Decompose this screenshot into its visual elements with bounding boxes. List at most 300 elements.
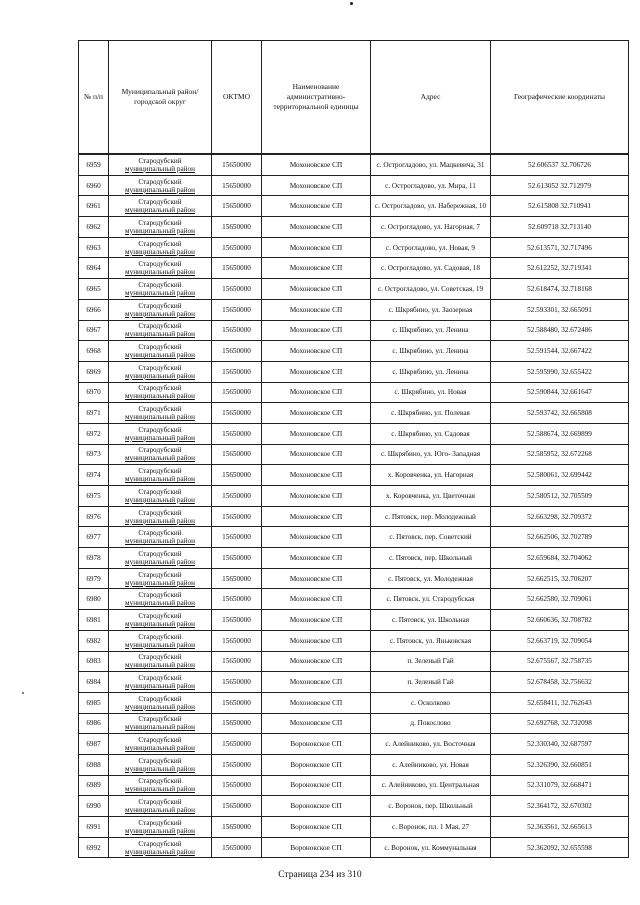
row-coords: 52.595990, 32.655422 <box>491 361 629 382</box>
municipality-line-1: Стародубский <box>138 653 182 662</box>
row-num: 6989 <box>79 775 109 796</box>
row-municipality <box>109 154 212 175</box>
row-coords: 52.675567, 32.758735 <box>491 651 629 672</box>
row-oktmo: 15650000 <box>212 258 262 279</box>
municipality-line-2: муниципальный район <box>125 537 195 546</box>
header-address: Адрес <box>371 41 491 155</box>
row-unit: Мохоновское СП <box>262 423 371 444</box>
row-oktmo: 15650000 <box>212 175 262 196</box>
municipality-line-1: Стародубский <box>138 736 182 745</box>
table-row <box>79 796 629 817</box>
row-coords: 52.662580, 32.709061 <box>491 589 629 610</box>
row-oktmo: 15650000 <box>212 837 262 858</box>
row-oktmo: 15650000 <box>212 775 262 796</box>
row-address: с. Острогладово, ул. Нагорная, 7 <box>371 217 491 238</box>
table-row <box>79 486 629 507</box>
row-num: 6960 <box>79 175 109 196</box>
table-row <box>79 589 629 610</box>
municipality-line-1: Стародубский <box>138 198 182 207</box>
row-municipality <box>109 775 212 796</box>
row-address: с. Пятовск, пер. Молодежный <box>371 506 491 527</box>
row-oktmo: 15650000 <box>212 817 262 838</box>
row-municipality <box>109 196 212 217</box>
municipality-line-2: муниципальный район <box>125 847 195 856</box>
row-municipality <box>109 341 212 362</box>
row-num: 6968 <box>79 341 109 362</box>
row-municipality <box>109 796 212 817</box>
row-unit: Мохоновское СП <box>262 320 371 341</box>
table-row <box>79 630 629 651</box>
table-row <box>79 506 629 527</box>
table-row <box>79 361 629 382</box>
row-coords: 52.662515, 32.706207 <box>491 568 629 589</box>
table-row <box>79 754 629 775</box>
row-municipality <box>109 423 212 444</box>
row-oktmo: 15650000 <box>212 341 262 362</box>
row-unit: Мохоновское СП <box>262 237 371 258</box>
row-coords: 52.590844, 32.661647 <box>491 382 629 403</box>
row-num: 6981 <box>79 610 109 631</box>
table-row <box>79 320 629 341</box>
scan-speck <box>22 692 24 694</box>
row-coords: 52.613052 32.712979 <box>491 175 629 196</box>
row-coords: 52.663719, 32.709054 <box>491 630 629 651</box>
table-row <box>79 299 629 320</box>
row-address: с. Пятовск, пер. Советский <box>371 527 491 548</box>
row-unit: Воронокское СП <box>262 754 371 775</box>
row-num: 6974 <box>79 465 109 486</box>
row-coords: 52.662506, 32.702789 <box>491 527 629 548</box>
row-municipality <box>109 527 212 548</box>
row-num: 6971 <box>79 403 109 424</box>
row-coords: 52.326390, 32.660851 <box>491 754 629 775</box>
municipality-line-1: Стародубский <box>138 839 182 848</box>
row-coords: 52.692768, 32.732098 <box>491 713 629 734</box>
row-address: с. Воронок, пер. Школьный <box>371 796 491 817</box>
row-municipality <box>109 734 212 755</box>
row-address: с. Острогладово, ул. Набережная, 10 <box>371 196 491 217</box>
municipality-line-2: муниципальный район <box>125 785 195 794</box>
municipality-line-2: муниципальный район <box>125 723 195 732</box>
municipality-line-1: Стародубский <box>138 156 182 165</box>
row-address: с. Шкрябино, ул. Новая <box>371 382 491 403</box>
row-address: с. Шкрябино, ул. Заозерная <box>371 299 491 320</box>
row-num: 6977 <box>79 527 109 548</box>
row-municipality <box>109 568 212 589</box>
row-coords: 52.606537 32.706726 <box>491 154 629 175</box>
row-municipality <box>109 506 212 527</box>
row-coords: 52.580061, 32.699442 <box>491 465 629 486</box>
row-municipality <box>109 237 212 258</box>
row-address: с. Пятовск, ул. Стародубская <box>371 589 491 610</box>
row-num: 6963 <box>79 237 109 258</box>
row-oktmo: 15650000 <box>212 589 262 610</box>
row-coords: 52.613571, 32.717496 <box>491 237 629 258</box>
municipality-line-2: муниципальный район <box>125 475 195 484</box>
municipality-line-2: муниципальный район <box>125 454 195 463</box>
municipality-line-1: Стародубский <box>138 405 182 414</box>
municipality-line-1: Стародубский <box>138 218 182 227</box>
row-num: 6987 <box>79 734 109 755</box>
row-unit: Мохоновское СП <box>262 258 371 279</box>
row-unit: Мохоновское СП <box>262 465 371 486</box>
row-num: 6966 <box>79 299 109 320</box>
row-unit: Мохоновское СП <box>262 403 371 424</box>
row-coords: 52.593742, 32.665808 <box>491 403 629 424</box>
row-num: 6991 <box>79 817 109 838</box>
municipality-line-2: муниципальный район <box>125 495 195 504</box>
row-address: с. Осколково <box>371 692 491 713</box>
row-num: 6965 <box>79 279 109 300</box>
row-unit: Мохоновское СП <box>262 444 371 465</box>
municipality-line-1: Стародубский <box>138 715 182 724</box>
row-coords: 52.612252, 32.719341 <box>491 258 629 279</box>
row-oktmo: 15650000 <box>212 382 262 403</box>
row-unit: Мохоновское СП <box>262 299 371 320</box>
municipality-line-2: муниципальный район <box>125 806 195 815</box>
municipality-line-1: Стародубский <box>138 508 182 517</box>
row-municipality <box>109 382 212 403</box>
row-oktmo: 15650000 <box>212 672 262 693</box>
table-row <box>79 382 629 403</box>
row-unit: Мохоновское СП <box>262 175 371 196</box>
row-num: 6962 <box>79 217 109 238</box>
table-header-row <box>79 41 629 155</box>
row-municipality <box>109 589 212 610</box>
row-coords: 52.615808 32.710941 <box>491 196 629 217</box>
municipality-line-1: Стародубский <box>138 239 182 248</box>
row-oktmo: 15650000 <box>212 196 262 217</box>
row-unit: Мохоновское СП <box>262 527 371 548</box>
municipality-line-2: муниципальный район <box>125 744 195 753</box>
municipality-line-2: муниципальный район <box>125 164 195 173</box>
row-address: с. Шкрябино, ул. Ленина <box>371 361 491 382</box>
scan-dot <box>350 2 353 5</box>
row-address: с. Воронок, ул. Коммунальная <box>371 837 491 858</box>
municipality-line-1: Стародубский <box>138 260 182 269</box>
row-oktmo: 15650000 <box>212 692 262 713</box>
row-unit: Мохоновское СП <box>262 279 371 300</box>
row-num: 6990 <box>79 796 109 817</box>
row-municipality <box>109 403 212 424</box>
table-row <box>79 196 629 217</box>
row-oktmo: 15650000 <box>212 610 262 631</box>
row-address: д. Покослово <box>371 713 491 734</box>
row-address: с. Пятовск, ул. Молодежная <box>371 568 491 589</box>
municipality-line-1: Стародубский <box>138 549 182 558</box>
municipality-line-1: Стародубский <box>138 674 182 683</box>
row-unit: Мохоновское СП <box>262 341 371 362</box>
municipality-line-2: муниципальный район <box>125 330 195 339</box>
municipality-line-2: муниципальный район <box>125 309 195 318</box>
municipality-line-1: Стародубский <box>138 425 182 434</box>
row-coords: 52.660636, 32.708782 <box>491 610 629 631</box>
row-address: с. Шкрябино, ул. Юго- Западная <box>371 444 491 465</box>
row-unit: Мохоновское СП <box>262 651 371 672</box>
row-municipality <box>109 465 212 486</box>
row-oktmo: 15650000 <box>212 734 262 755</box>
municipality-line-1: Стародубский <box>138 529 182 538</box>
row-num: 6967 <box>79 320 109 341</box>
row-unit: Мохоновское СП <box>262 548 371 569</box>
row-address: с. Шкрябино, ул. Полевая <box>371 403 491 424</box>
row-unit: Мохоновское СП <box>262 672 371 693</box>
row-address: с. Пятовск, ул. Яньковская <box>371 630 491 651</box>
row-municipality <box>109 486 212 507</box>
row-coords: 52.585952, 32.672268 <box>491 444 629 465</box>
row-num: 6985 <box>79 692 109 713</box>
row-coords: 52.658411, 32.762643 <box>491 692 629 713</box>
row-municipality <box>109 754 212 775</box>
municipality-line-1: Стародубский <box>138 343 182 352</box>
row-oktmo: 15650000 <box>212 527 262 548</box>
row-num: 6964 <box>79 258 109 279</box>
table-row <box>79 651 629 672</box>
row-coords: 52.609718 32.713140 <box>491 217 629 238</box>
row-oktmo: 15650000 <box>212 651 262 672</box>
row-unit: Мохоновское СП <box>262 713 371 734</box>
municipality-line-2: муниципальный район <box>125 599 195 608</box>
row-num: 6980 <box>79 589 109 610</box>
row-coords: 52.330340, 32.687597 <box>491 734 629 755</box>
municipality-line-1: Стародубский <box>138 798 182 807</box>
page-footer: Страница 234 из 310 <box>278 870 362 880</box>
row-num: 6992 <box>79 837 109 858</box>
row-municipality <box>109 610 212 631</box>
table-row <box>79 548 629 569</box>
row-oktmo: 15650000 <box>212 486 262 507</box>
row-num: 6973 <box>79 444 109 465</box>
row-address: с. Острогладово, ул. Мира, 11 <box>371 175 491 196</box>
municipality-line-2: муниципальный район <box>125 826 195 835</box>
row-unit: Мохоновское СП <box>262 568 371 589</box>
row-address: с. Острогладово, ул. Советская, 19 <box>371 279 491 300</box>
row-address: с. Алейниково, ул. Новая <box>371 754 491 775</box>
table-row <box>79 279 629 300</box>
municipality-line-2: муниципальный район <box>125 371 195 380</box>
row-unit: Мохоновское СП <box>262 382 371 403</box>
municipality-line-1: Стародубский <box>138 487 182 496</box>
row-coords: 52.588480, 32.672486 <box>491 320 629 341</box>
row-address: с. Алейниково, ул. Центральная <box>371 775 491 796</box>
row-unit: Мохоновское СП <box>262 630 371 651</box>
row-unit: Мохоновское СП <box>262 217 371 238</box>
row-municipality <box>109 817 212 838</box>
row-address: с. Острогладово, ул. Садовая, 18 <box>371 258 491 279</box>
row-num: 6982 <box>79 630 109 651</box>
row-oktmo: 15650000 <box>212 423 262 444</box>
row-municipality <box>109 217 212 238</box>
row-address: п. Зеленый Гай <box>371 651 491 672</box>
row-coords: 52.364172, 32.670302 <box>491 796 629 817</box>
row-municipality <box>109 713 212 734</box>
row-address: х. Коровченка, ул. Цветочная <box>371 486 491 507</box>
municipality-line-2: муниципальный район <box>125 392 195 401</box>
row-oktmo: 15650000 <box>212 444 262 465</box>
row-oktmo: 15650000 <box>212 403 262 424</box>
row-municipality <box>109 279 212 300</box>
row-unit: Воронокское СП <box>262 817 371 838</box>
row-address: с. Острогладово, ул. Мацкевича, 31 <box>371 154 491 175</box>
row-coords: 52.591544, 32.667422 <box>491 341 629 362</box>
row-unit: Мохоновское СП <box>262 154 371 175</box>
row-num: 6970 <box>79 382 109 403</box>
address-register-table <box>78 40 629 858</box>
row-coords: 52.663298, 32.709372 <box>491 506 629 527</box>
row-oktmo: 15650000 <box>212 217 262 238</box>
row-unit: Воронокское СП <box>262 775 371 796</box>
table-row <box>79 258 629 279</box>
row-oktmo: 15650000 <box>212 237 262 258</box>
municipality-line-1: Стародубский <box>138 467 182 476</box>
table-row <box>79 713 629 734</box>
row-unit: Мохоновское СП <box>262 506 371 527</box>
row-num: 6978 <box>79 548 109 569</box>
row-municipality <box>109 630 212 651</box>
row-unit: Мохоновское СП <box>262 589 371 610</box>
row-oktmo: 15650000 <box>212 796 262 817</box>
header-unit: Наименование административно-территориальной единицы <box>262 41 371 155</box>
municipality-line-1: Стародубский <box>138 591 182 600</box>
table-row <box>79 817 629 838</box>
row-unit: Воронокское СП <box>262 734 371 755</box>
row-num: 6988 <box>79 754 109 775</box>
row-oktmo: 15650000 <box>212 154 262 175</box>
municipality-line-2: муниципальный район <box>125 557 195 566</box>
header-coords: Географические координаты <box>491 41 629 155</box>
row-num: 6975 <box>79 486 109 507</box>
row-oktmo: 15650000 <box>212 279 262 300</box>
row-unit: Мохоновское СП <box>262 196 371 217</box>
row-oktmo: 15650000 <box>212 713 262 734</box>
municipality-line-1: Стародубский <box>138 777 182 786</box>
row-oktmo: 15650000 <box>212 320 262 341</box>
row-coords: 52.618474, 32.718168 <box>491 279 629 300</box>
municipality-line-2: муниципальный район <box>125 351 195 360</box>
table-row <box>79 568 629 589</box>
municipality-line-1: Стародубский <box>138 756 182 765</box>
municipality-line-2: муниципальный район <box>125 433 195 442</box>
municipality-line-2: муниципальный район <box>125 516 195 525</box>
municipality-line-1: Стародубский <box>138 570 182 579</box>
row-coords: 52.659684, 32.704062 <box>491 548 629 569</box>
municipality-line-2: муниципальный район <box>125 268 195 277</box>
municipality-line-2: муниципальный район <box>125 288 195 297</box>
row-address: с. Алейниково, ул. Восточная <box>371 734 491 755</box>
municipality-line-1: Стародубский <box>138 694 182 703</box>
row-municipality <box>109 320 212 341</box>
row-municipality <box>109 548 212 569</box>
row-unit: Мохоновское СП <box>262 610 371 631</box>
row-address: с. Шкрябино, ул. Ленина <box>371 341 491 362</box>
municipality-line-2: муниципальный район <box>125 206 195 215</box>
municipality-line-2: муниципальный район <box>125 702 195 711</box>
header-oktmo: ОКТМО <box>212 41 262 155</box>
municipality-line-1: Стародубский <box>138 280 182 289</box>
header-municipality: Муниципальный район/городской округ <box>109 41 212 155</box>
row-coords: 52.678458, 32.756632 <box>491 672 629 693</box>
row-municipality <box>109 175 212 196</box>
table-row <box>79 692 629 713</box>
row-municipality <box>109 692 212 713</box>
municipality-line-1: Стародубский <box>138 322 182 331</box>
table-row <box>79 775 629 796</box>
municipality-line-2: муниципальный район <box>125 247 195 256</box>
municipality-line-1: Стародубский <box>138 177 182 186</box>
row-unit: Мохоновское СП <box>262 486 371 507</box>
municipality-line-1: Стародубский <box>138 301 182 310</box>
row-oktmo: 15650000 <box>212 361 262 382</box>
table-row <box>79 217 629 238</box>
municipality-line-1: Стародубский <box>138 446 182 455</box>
municipality-line-2: муниципальный район <box>125 413 195 422</box>
municipality-line-2: муниципальный район <box>125 578 195 587</box>
municipality-line-1: Стародубский <box>138 611 182 620</box>
municipality-line-2: муниципальный район <box>125 640 195 649</box>
row-coords: 52.588674, 32.669899 <box>491 423 629 444</box>
municipality-line-2: муниципальный район <box>125 185 195 194</box>
table-row <box>79 734 629 755</box>
row-municipality <box>109 444 212 465</box>
row-unit: Мохоновское СП <box>262 692 371 713</box>
row-num: 6983 <box>79 651 109 672</box>
municipality-line-2: муниципальный район <box>125 226 195 235</box>
row-address: с. Шкрябино, ул. Садовая <box>371 423 491 444</box>
row-address: с. Шкрябино, ул. Ленина <box>371 320 491 341</box>
row-municipality <box>109 361 212 382</box>
row-coords: 52.580512, 32.705509 <box>491 486 629 507</box>
municipality-line-1: Стародубский <box>138 632 182 641</box>
row-oktmo: 15650000 <box>212 548 262 569</box>
row-address: х. Коровченка, ул. Нагорная <box>371 465 491 486</box>
row-municipality <box>109 258 212 279</box>
table-row <box>79 403 629 424</box>
municipality-line-2: муниципальный район <box>125 764 195 773</box>
row-num: 6976 <box>79 506 109 527</box>
row-municipality <box>109 672 212 693</box>
row-address: с. Пятовск, пер. Школьный <box>371 548 491 569</box>
row-municipality <box>109 299 212 320</box>
municipality-line-2: муниципальный район <box>125 661 195 670</box>
table-row <box>79 444 629 465</box>
row-num: 6961 <box>79 196 109 217</box>
municipality-line-1: Стародубский <box>138 384 182 393</box>
municipality-line-1: Стародубский <box>138 363 182 372</box>
row-num: 6959 <box>79 154 109 175</box>
table-row <box>79 341 629 362</box>
row-oktmo: 15650000 <box>212 299 262 320</box>
row-coords: 52.362092, 32.655598 <box>491 837 629 858</box>
row-address: п. Зеленый Гай <box>371 672 491 693</box>
row-oktmo: 15650000 <box>212 506 262 527</box>
table-row <box>79 423 629 444</box>
table-row <box>79 154 629 175</box>
row-municipality <box>109 651 212 672</box>
row-num: 6986 <box>79 713 109 734</box>
municipality-line-2: муниципальный район <box>125 619 195 628</box>
row-municipality <box>109 837 212 858</box>
row-oktmo: 15650000 <box>212 568 262 589</box>
table-row <box>79 175 629 196</box>
row-coords: 52.593301, 32.665091 <box>491 299 629 320</box>
row-coords: 52.363561, 32.665613 <box>491 817 629 838</box>
table-row <box>79 837 629 858</box>
row-address: с. Пятовск, ул. Школьная <box>371 610 491 631</box>
row-num: 6979 <box>79 568 109 589</box>
row-address: с. Острогладово, ул. Новая, 9 <box>371 237 491 258</box>
row-unit: Воронокское СП <box>262 837 371 858</box>
table-row <box>79 610 629 631</box>
